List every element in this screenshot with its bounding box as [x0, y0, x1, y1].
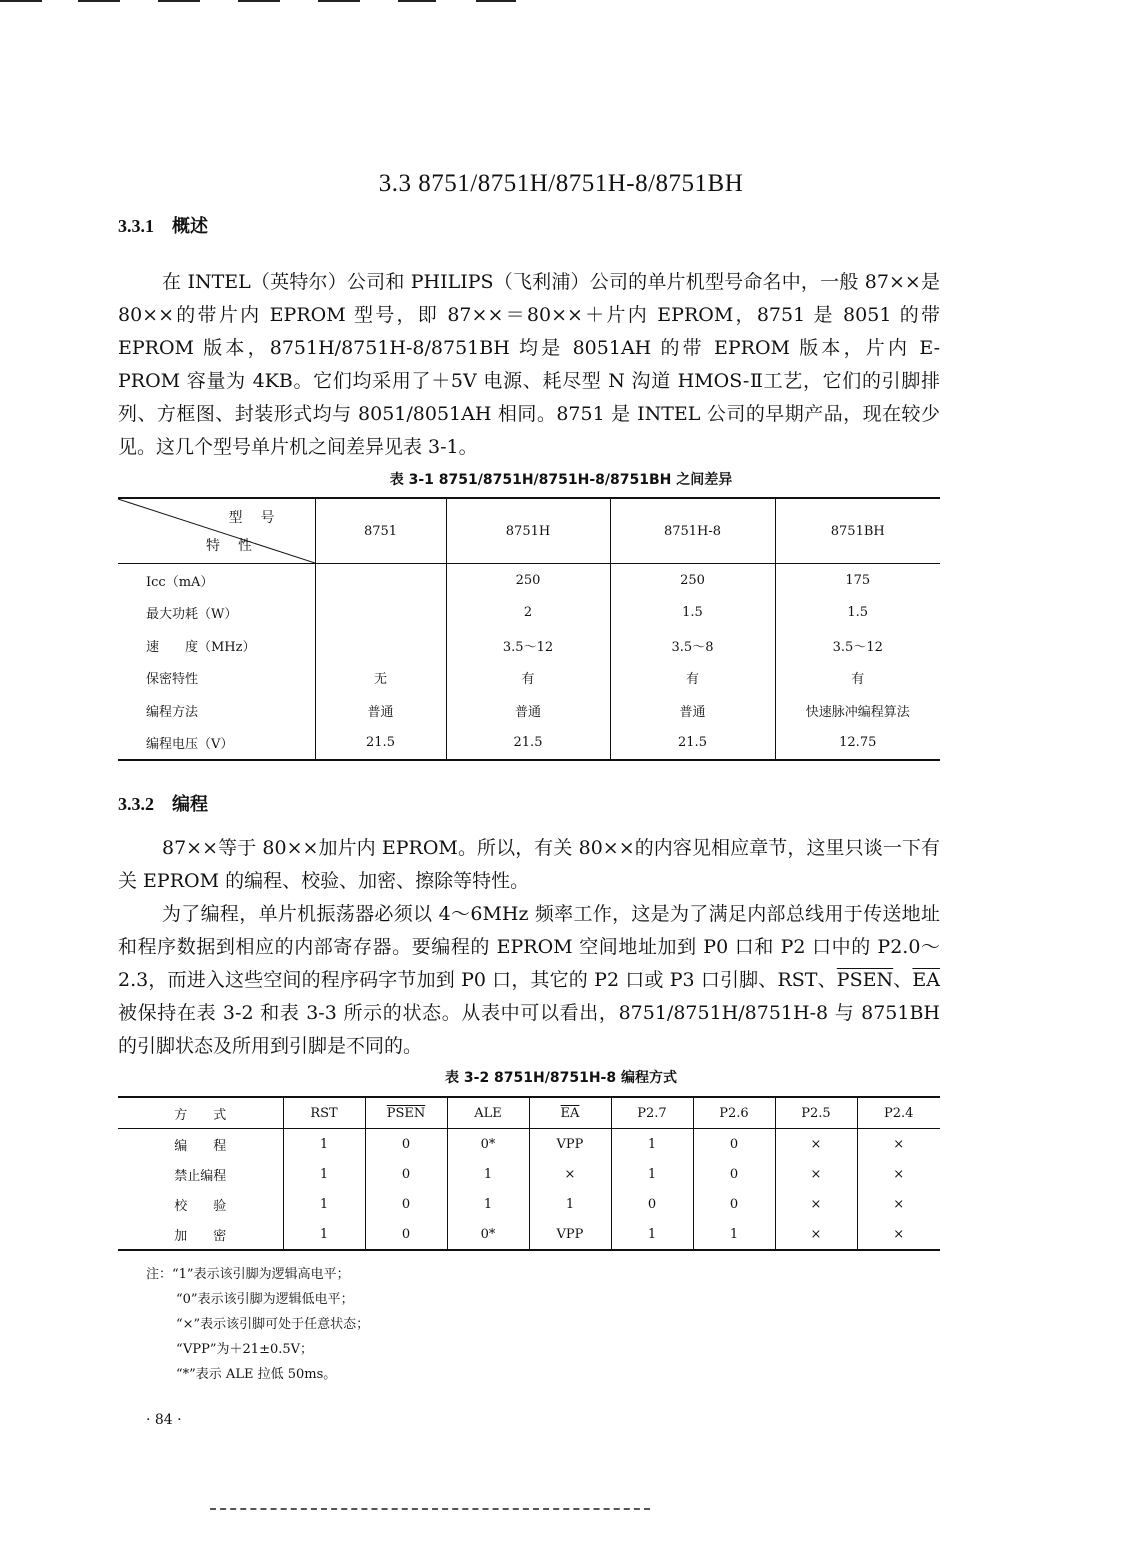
table2-column-header: P2.7	[611, 1097, 693, 1129]
table-cell: 1	[283, 1129, 365, 1160]
table2-column-header: PSEN	[365, 1097, 447, 1129]
subsection-number: 3.3.2	[118, 794, 154, 814]
table-notes	[146, 1262, 369, 1387]
table2-column-header: $\overline{EA}$	[529, 1097, 611, 1129]
table-cell: 1	[611, 1159, 693, 1189]
row-label: 保密特性	[146, 672, 199, 688]
table2-column-header: ALE	[447, 1097, 529, 1129]
table-cell: 有	[610, 662, 775, 695]
table-cell: ×	[775, 1159, 857, 1189]
table-cell: 0	[693, 1129, 775, 1160]
table-cell: ×	[529, 1159, 611, 1189]
paragraph-programming-detail	[118, 898, 940, 1063]
table2-caption: 表 3-2 8751H/8751H-8 编程方式	[445, 1070, 677, 1086]
table-cell: 21.5	[315, 727, 446, 761]
table2-column-header: P2.6	[693, 1097, 775, 1129]
table-cell: 3.5～8	[610, 629, 775, 662]
table-cell: 1	[283, 1189, 365, 1219]
table-cell: ×	[857, 1159, 940, 1189]
table-cell: 普通	[315, 694, 446, 727]
subsection-heading-2	[118, 790, 208, 816]
separator: 、	[893, 969, 913, 991]
subsection-number: 3.3.1	[118, 216, 154, 236]
row-label: 编程方法	[146, 704, 199, 720]
note-line: “*”表示 ALE 拉低 50ms。	[176, 1367, 337, 1382]
table-cell: 编 程	[174, 1138, 227, 1154]
paragraph-text: 为了编程，单片机振荡器必须以 4～6MHz 频率工作，这是为了满足内部总线用于传送地址和程序数据到相应的内部寄存器。要编程的 EPROM 空间地址加到 P0 口和 P2 口中的 P2.0～2.3，而进入这些空间的程序码字节加到 P0 口，其它的 P2 口或 P3 口引脚、RST、	[118, 903, 940, 991]
table-cell: 250	[610, 564, 775, 597]
paragraph-programming-intro: 87××等于 80××加片内 EPROM。所以，有关 80××的内容见相应章节，这里只谈一下有关 EPROM 的编程、校验、加密、擦除等特性。	[118, 837, 940, 892]
table-cell	[315, 564, 446, 597]
table-cell: 1.5	[610, 597, 775, 630]
table-cell: 0	[693, 1159, 775, 1189]
section-title: 3.3 8751/8751H/8751H-8/8751BH	[378, 170, 744, 197]
table2-header-row	[118, 1097, 940, 1129]
table-cell: 1	[529, 1189, 611, 1219]
table-cell: 250	[446, 564, 610, 597]
table1-caption: 表 3-1 8751/8751H/8751H-8/8751BH 之间差异	[389, 472, 733, 488]
table-cell: ×	[857, 1129, 940, 1160]
table-cell: 普通	[610, 694, 775, 727]
table-cell: 校 验	[174, 1198, 227, 1214]
note-line: “0”表示该引脚为逻辑低电平；	[176, 1292, 354, 1307]
corner-label-model: 型号	[228, 510, 293, 526]
table-cell: 12.75	[775, 727, 940, 761]
table-cell: 0	[365, 1189, 447, 1219]
table-cell: 禁止编程	[174, 1168, 227, 1184]
table-cell: 1	[693, 1219, 775, 1250]
table2-column-header: 方 式	[118, 1097, 283, 1129]
table-cell: ×	[857, 1219, 940, 1250]
table-cell: VPP	[529, 1129, 611, 1160]
table-cell: 1	[283, 1159, 365, 1189]
table-cell: 1	[611, 1219, 693, 1250]
table-cell: 2	[446, 597, 610, 630]
table1-column-header: 8751H-8	[610, 498, 775, 564]
subsection-title: 概述	[172, 216, 208, 237]
table2-column-header: P2.5	[775, 1097, 857, 1129]
table-cell: 3.5～12	[775, 629, 940, 662]
table-cell: ×	[857, 1189, 940, 1219]
table-cell: 0	[693, 1189, 775, 1219]
table-cell: 21.5	[610, 727, 775, 761]
page-number: · 84 ·	[146, 1412, 182, 1428]
table-cell: 加 密	[174, 1228, 227, 1244]
table-row	[118, 597, 940, 630]
table-programming-modes	[118, 1096, 940, 1251]
table-row	[118, 694, 940, 727]
table-model-differences	[118, 497, 940, 761]
corner-label-feature: 特性	[206, 538, 270, 554]
table-cell: 有	[446, 662, 610, 695]
table1-column-header: 8751BH	[775, 498, 940, 564]
table-cell: 1	[447, 1159, 529, 1189]
table1-column-header: 8751	[315, 498, 446, 564]
table1-header-row	[118, 498, 940, 564]
table-cell: 21.5	[446, 727, 610, 761]
table-cell: 0	[365, 1159, 447, 1189]
scan-bottom-line	[210, 1508, 650, 1510]
note-line: “×”表示该引脚可处于任意状态；	[176, 1317, 370, 1332]
table-row	[118, 629, 940, 662]
table1-corner-cell	[118, 498, 315, 564]
table-row	[118, 1129, 940, 1160]
row-label: Icc（mA）	[146, 574, 214, 590]
table-cell: 1.5	[775, 597, 940, 630]
table-cell: ×	[775, 1189, 857, 1219]
table-cell: ×	[775, 1129, 857, 1160]
psen-signal: PSEN	[836, 969, 894, 991]
table-cell: 1	[283, 1219, 365, 1250]
table-cell	[315, 597, 446, 630]
paragraph-overview: 在 INTEL（英特尔）公司和 PHILIPS（飞利浦）公司的单片机型号命名中，一般 87××是 80××的带片内 EPROM 型号，即 87××＝80××＋片内 EPROM，8751 是 8051 的带 EPROM 版本，8751H/8751H-8/8751BH 均是 8051AH 的带 EPROM 版本，片内 E-PROM 容量为 4KB。它们均采用了＋5V 电源、耗尽型 N 沟道 HMOS-Ⅱ工艺，它们的引脚排列、方框图、封装形式均与 8051/8051AH 相同。8751 是 INTEL 公司的早期产品，现在较少见。这几个型号单片机之间差异见表 3-1。	[118, 271, 940, 458]
table-cell: 0	[365, 1129, 447, 1160]
ea-signal: $\overline{EA}$	[912, 969, 940, 991]
table-cell: ×	[775, 1219, 857, 1250]
table-cell: 3.5～12	[446, 629, 610, 662]
row-label: 速 度（MHz）	[146, 639, 256, 655]
table-cell: 普通	[446, 694, 610, 727]
table-cell: 0	[365, 1219, 447, 1250]
table-cell: 0*	[447, 1219, 529, 1250]
table-row	[118, 662, 940, 695]
row-label: 最大功耗（W）	[146, 607, 238, 623]
table-row	[118, 1189, 940, 1219]
table-cell: 有	[775, 662, 940, 695]
table-row	[118, 727, 940, 761]
note-line: 注：“1”表示该引脚为逻辑高电平；	[146, 1267, 350, 1282]
table-row	[118, 1219, 940, 1250]
table-cell: 175	[775, 564, 940, 597]
table-cell	[315, 629, 446, 662]
table-cell: 0	[611, 1189, 693, 1219]
table1-column-header: 8751H	[446, 498, 610, 564]
table-cell: VPP	[529, 1219, 611, 1250]
table2-column-header: P2.4	[857, 1097, 940, 1129]
paragraph-text: 被保持在表 3-2 和表 3-3 所示的状态。从表中可以看出，8751/8751H/8751H-8 与 8751BH 的引脚状态及所用到引脚是不同的。	[118, 1002, 940, 1057]
table-cell: 快速脉冲编程算法	[775, 694, 940, 727]
table-cell: 0*	[447, 1129, 529, 1160]
row-label: 编程电压（V）	[146, 737, 234, 753]
subsection-heading-1	[118, 212, 208, 238]
table-cell: 1	[447, 1189, 529, 1219]
scan-top-marks	[0, 0, 1122, 4]
table-row	[118, 564, 940, 597]
table2-column-header: RST	[283, 1097, 365, 1129]
table-row	[118, 1159, 940, 1189]
subsection-title: 编程	[172, 794, 208, 815]
note-line: “VPP”为＋21±0.5V；	[176, 1342, 314, 1357]
table-cell: 无	[315, 662, 446, 695]
table-cell: 1	[611, 1129, 693, 1160]
